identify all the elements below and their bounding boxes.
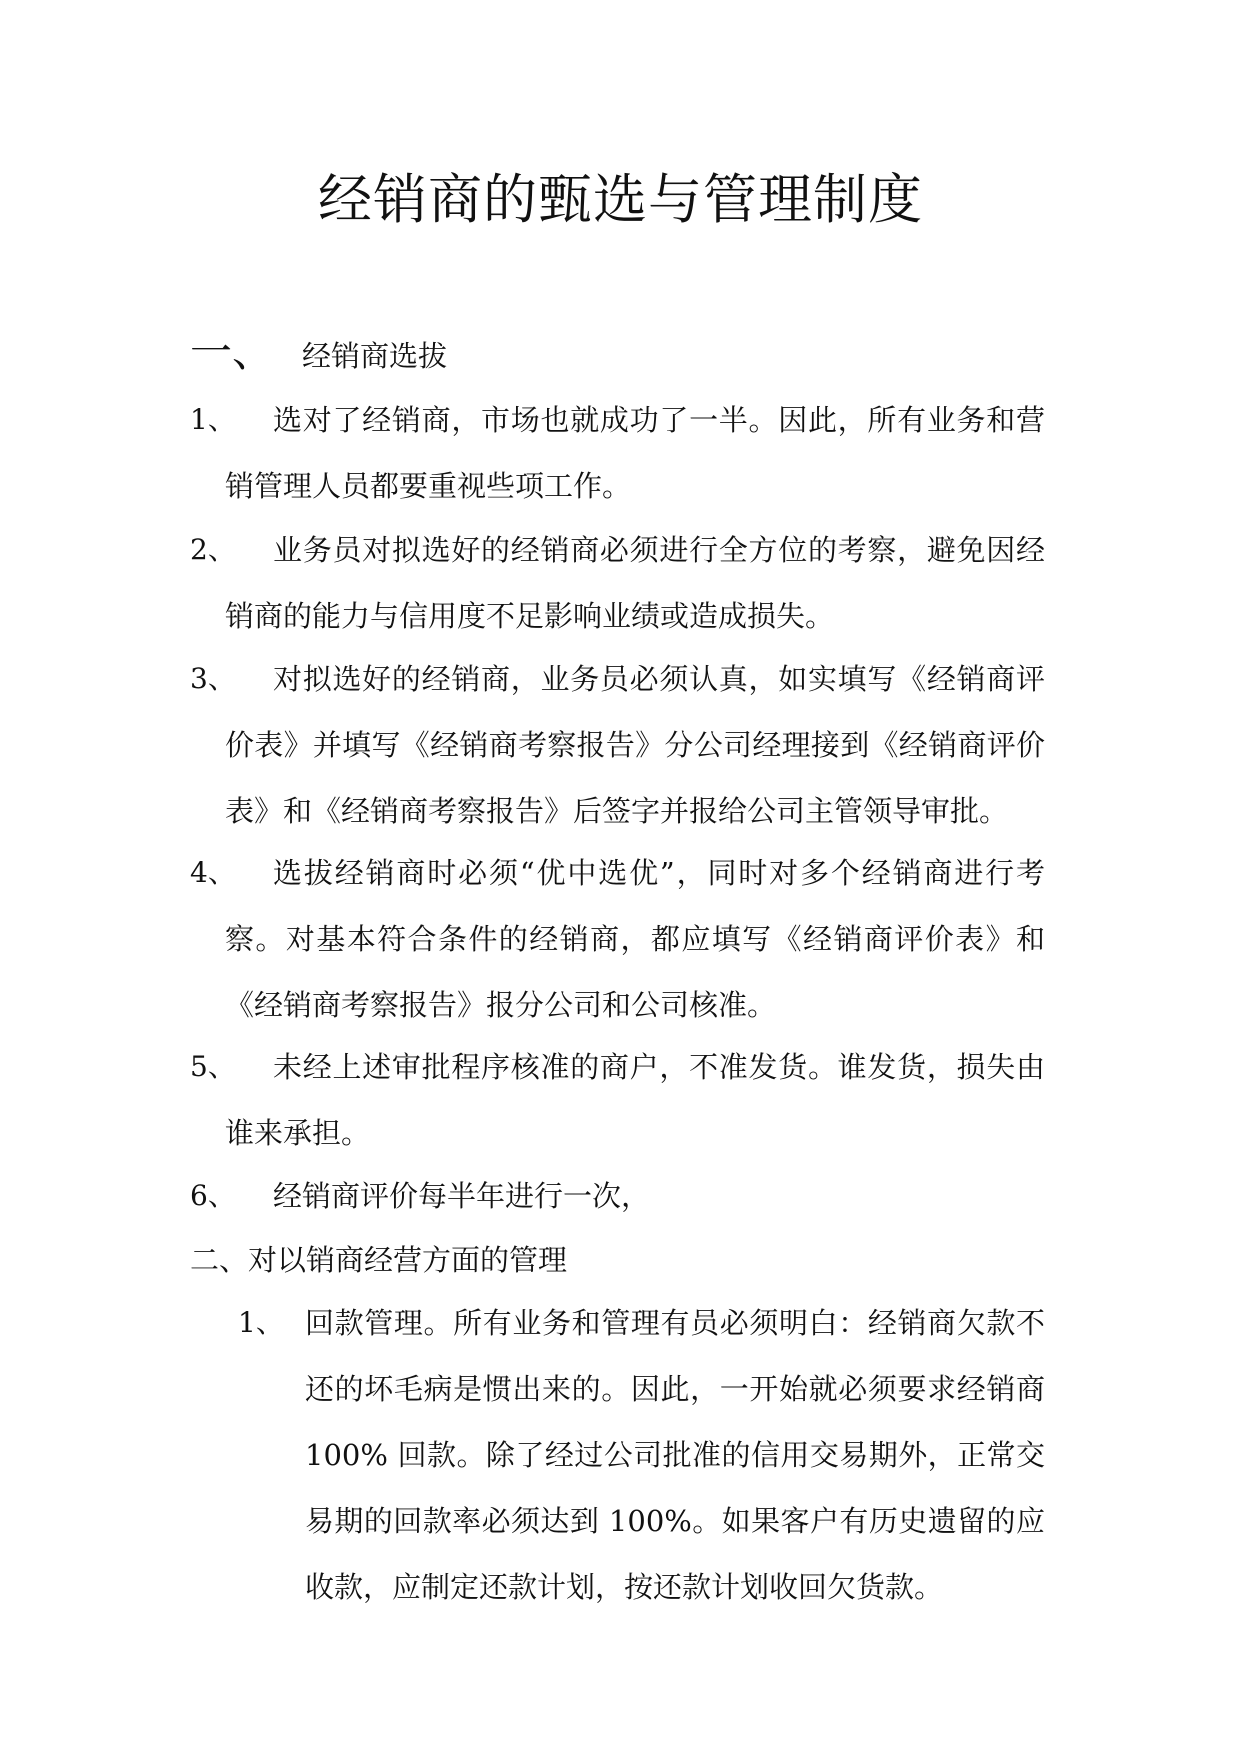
item-5-number: 5、: [190, 1050, 236, 1083]
item-2-text: 业务员对拟选好的经销商必须进行全方位的考察，避免因经销商的能力与信用度不足影响业绩或造成损失。: [225, 533, 1045, 633]
section-1-number: 一、: [190, 327, 275, 376]
item-3-text: 对拟选好的经销商，业务员必须认真，如实填写《经销商评价表》并填写《经销商考察报告》分公司经理接到《经销商评价表》和《经销商考察报告》后签字并报给公司主管领导审批。: [225, 662, 1045, 828]
section-2-heading: 二、对以销商经营方面的管理: [190, 1243, 568, 1277]
section-1-heading: [190, 327, 448, 376]
item-1-text: 选对了经销商，市场也就成功了一半。因此，所有业务和营销管理人员都要重视些项工作。: [225, 403, 1045, 503]
section-1-title: 经销商选拔: [302, 339, 448, 373]
item-1-number: 1、: [190, 403, 236, 436]
item-6-text: 经销商评价每半年进行一次，: [273, 1179, 651, 1213]
item-6-number: 6、: [190, 1179, 236, 1212]
item-2-number: 2、: [190, 533, 236, 566]
section-2-item-1-text: 回款管理。所有业务和管理有员必须明白：经销商欠款不还的坏毛病是惯出来的。因此，一开始就必须要求经销商 100% 回款。除了经过公司批准的信用交易期外，正常交易期的回款率必须达到 100%。如果客户有历史遗留的应收款，应制定还款计划，按还款计划收回欠货款。: [305, 1306, 1045, 1604]
item-5-text: 未经上述审批程序核准的商户，不准发货。谁发货，损失由谁来承担。: [225, 1050, 1045, 1150]
document-title: 经销商的甄选与管理制度: [318, 168, 923, 231]
item-4-number: 4、: [190, 856, 236, 889]
section-2-item-1-number: 1、: [238, 1306, 284, 1339]
item-3-number: 3、: [190, 662, 236, 695]
item-4-text: 选拔经销商时必须“优中选优”，同时对多个经销商进行考察。对基本符合条件的经销商，都应填写《经销商评价表》和《经销商考察报告》报分公司和公司核准。: [225, 856, 1045, 1022]
